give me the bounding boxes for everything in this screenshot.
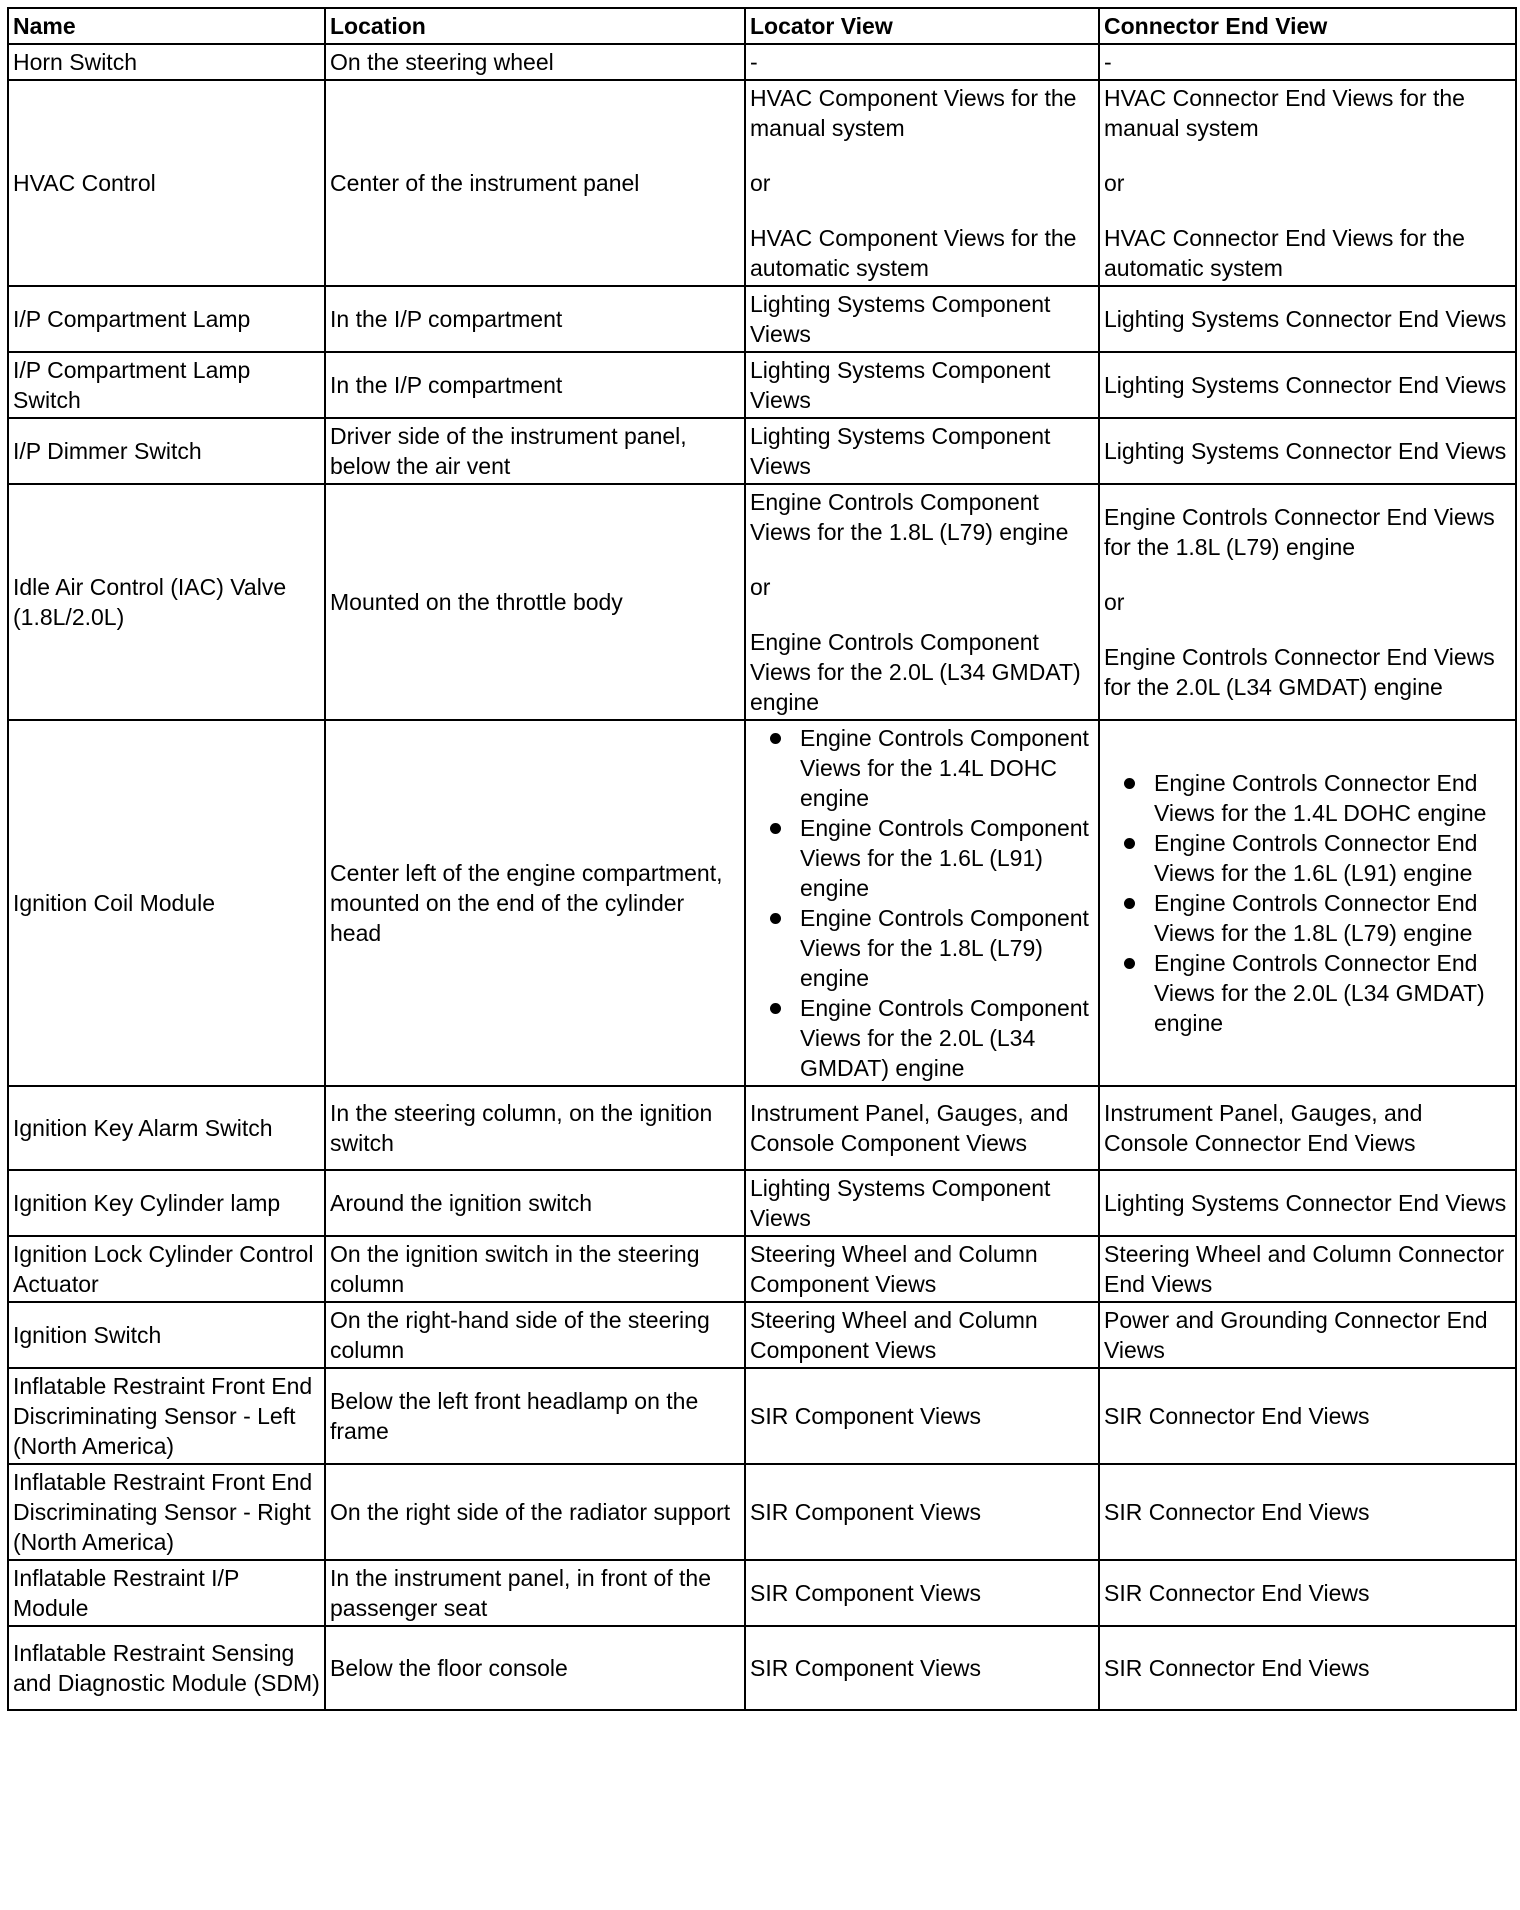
- bullet-text: Engine Controls Component Views for the 2.0L (L34 GMDAT) engine: [800, 995, 1089, 1081]
- cell-connector-end-view: [1099, 1170, 1516, 1236]
- view-reference: Lighting Systems Connector End Views: [1104, 1190, 1507, 1216]
- cell-location: Center left of the engine compartment, mounted on the end of the cylinder head: [325, 720, 745, 1086]
- bullet-icon: [770, 733, 781, 744]
- view-reference: Steering Wheel and Column Component Views: [750, 1307, 1038, 1363]
- view-reference: Engine Controls Connector End Views for the 1.8L (L79) engine: [1104, 504, 1495, 560]
- cell-locator-view: [745, 484, 1099, 720]
- cell-location: Around the ignition switch: [325, 1170, 745, 1236]
- view-reference: Lighting Systems Connector End Views: [1104, 438, 1507, 464]
- view-reference: SIR Component Views: [750, 1403, 981, 1429]
- view-reference: Lighting Systems Component Views: [750, 291, 1051, 347]
- bullet-list: [1104, 768, 1511, 1038]
- view-reference: Steering Wheel and Column Component Views: [750, 1241, 1038, 1297]
- component-locator-table: [7, 7, 1517, 1711]
- cell-connector-end-view: [1099, 1368, 1516, 1464]
- cell-name: I/P Compartment Lamp: [8, 286, 325, 352]
- cell-name: Inflatable Restraint I/P Module: [8, 1560, 325, 1626]
- table-row: [8, 1302, 1516, 1368]
- bullet-list: [750, 723, 1094, 1083]
- cell-locator-view: [745, 720, 1099, 1086]
- cell-location: Below the left front headlamp on the frame: [325, 1368, 745, 1464]
- bullet-item: [1104, 768, 1511, 828]
- bullet-icon: [770, 913, 781, 924]
- bullet-text: Engine Controls Connector End Views for the 1.8L (L79) engine: [1154, 890, 1478, 946]
- cell-name: Horn Switch: [8, 44, 325, 80]
- view-reference: SIR Connector End Views: [1104, 1403, 1370, 1429]
- bullet-text: Engine Controls Connector End Views for the 1.4L DOHC engine: [1154, 770, 1487, 826]
- view-reference: -: [1104, 49, 1112, 75]
- view-reference: Engine Controls Connector End Views for the 2.0L (L34 GMDAT) engine: [1104, 644, 1495, 700]
- cell-name: Ignition Lock Cylinder Control Actuator: [8, 1236, 325, 1302]
- cell-name: Ignition Key Cylinder lamp: [8, 1170, 325, 1236]
- bullet-icon: [1124, 778, 1135, 789]
- cell-location: Below the floor console: [325, 1626, 745, 1710]
- view-reference: Instrument Panel, Gauges, and Console Connector End Views: [1104, 1100, 1423, 1156]
- bullet-text: Engine Controls Connector End Views for the 1.6L (L91) engine: [1154, 830, 1478, 886]
- bullet-icon: [770, 823, 781, 834]
- table-row: [8, 286, 1516, 352]
- view-reference: HVAC Connector End Views for the manual system: [1104, 85, 1465, 141]
- view-reference: HVAC Connector End Views for the automatic system: [1104, 225, 1465, 281]
- table-row: [8, 1086, 1516, 1170]
- cell-connector-end-view: [1099, 286, 1516, 352]
- view-reference: Power and Grounding Connector End Views: [1104, 1307, 1488, 1363]
- cell-connector-end-view: [1099, 80, 1516, 286]
- table-row: [8, 1170, 1516, 1236]
- bullet-item: [1104, 948, 1511, 1038]
- cell-connector-end-view: [1099, 1560, 1516, 1626]
- cell-name: Idle Air Control (IAC) Valve (1.8L/2.0L): [8, 484, 325, 720]
- bullet-text: Engine Controls Connector End Views for the 2.0L (L34 GMDAT) engine: [1154, 950, 1485, 1036]
- table-row: [8, 352, 1516, 418]
- cell-connector-end-view: [1099, 720, 1516, 1086]
- cell-connector-end-view: [1099, 44, 1516, 80]
- cell-name: I/P Dimmer Switch: [8, 418, 325, 484]
- cell-name: Inflatable Restraint Front End Discriminating Sensor - Right (North America): [8, 1464, 325, 1560]
- cell-name: HVAC Control: [8, 80, 325, 286]
- cell-connector-end-view: [1099, 1464, 1516, 1560]
- view-reference: SIR Component Views: [750, 1499, 981, 1525]
- view-reference: SIR Component Views: [750, 1655, 981, 1681]
- cell-location: In the I/P compartment: [325, 352, 745, 418]
- cell-connector-end-view: [1099, 1086, 1516, 1170]
- cell-locator-view: [745, 1464, 1099, 1560]
- bullet-item: [750, 813, 1094, 903]
- view-reference: Lighting Systems Connector End Views: [1104, 306, 1507, 332]
- cell-locator-view: [745, 1170, 1099, 1236]
- cell-name: I/P Compartment Lamp Switch: [8, 352, 325, 418]
- bullet-item: [750, 903, 1094, 993]
- bullet-icon: [1124, 898, 1135, 909]
- cell-location: On the steering wheel: [325, 44, 745, 80]
- header-row: [8, 8, 1516, 44]
- cell-name: Ignition Coil Module: [8, 720, 325, 1086]
- view-reference: or: [1104, 589, 1125, 615]
- bullet-icon: [770, 1003, 781, 1014]
- cell-connector-end-view: [1099, 1236, 1516, 1302]
- bullet-item: [750, 723, 1094, 813]
- bullet-text: Engine Controls Component Views for the 1.8L (L79) engine: [800, 905, 1089, 991]
- view-reference: SIR Connector End Views: [1104, 1580, 1370, 1606]
- bullet-item: [750, 993, 1094, 1083]
- header-connector-end-view: Connector End View: [1099, 8, 1516, 44]
- cell-connector-end-view: [1099, 484, 1516, 720]
- table-row: [8, 1368, 1516, 1464]
- cell-location: On the right side of the radiator support: [325, 1464, 745, 1560]
- header-name: Name: [8, 8, 325, 44]
- view-reference: or: [750, 170, 771, 196]
- cell-location: In the I/P compartment: [325, 286, 745, 352]
- cell-connector-end-view: [1099, 418, 1516, 484]
- view-reference: Engine Controls Component Views for the 2.0L (L34 GMDAT) engine: [750, 629, 1081, 715]
- view-reference: Lighting Systems Component Views: [750, 1175, 1051, 1231]
- cell-connector-end-view: [1099, 1626, 1516, 1710]
- cell-locator-view: [745, 352, 1099, 418]
- view-reference: Lighting Systems Component Views: [750, 423, 1051, 479]
- view-reference: -: [750, 49, 758, 75]
- view-reference: or: [750, 574, 771, 600]
- cell-name: Ignition Key Alarm Switch: [8, 1086, 325, 1170]
- bullet-text: Engine Controls Component Views for the 1.4L DOHC engine: [800, 725, 1089, 811]
- cell-location: In the instrument panel, in front of the passenger seat: [325, 1560, 745, 1626]
- bullet-icon: [1124, 958, 1135, 969]
- cell-locator-view: [745, 80, 1099, 286]
- cell-locator-view: [745, 1560, 1099, 1626]
- cell-connector-end-view: [1099, 352, 1516, 418]
- cell-name: Ignition Switch: [8, 1302, 325, 1368]
- cell-location: Center of the instrument panel: [325, 80, 745, 286]
- view-reference: Lighting Systems Component Views: [750, 357, 1051, 413]
- bullet-text: Engine Controls Component Views for the 1.6L (L91) engine: [800, 815, 1089, 901]
- cell-locator-view: [745, 44, 1099, 80]
- bullet-item: [1104, 828, 1511, 888]
- cell-location: On the right-hand side of the steering column: [325, 1302, 745, 1368]
- cell-name: Inflatable Restraint Front End Discriminating Sensor - Left (North America): [8, 1368, 325, 1464]
- table-row: [8, 418, 1516, 484]
- bullet-item: [1104, 888, 1511, 948]
- table-row: [8, 1626, 1516, 1710]
- cell-connector-end-view: [1099, 1302, 1516, 1368]
- table-row: [8, 80, 1516, 286]
- cell-locator-view: [745, 1236, 1099, 1302]
- cell-locator-view: [745, 1086, 1099, 1170]
- header-location: Location: [325, 8, 745, 44]
- table-row: [8, 1236, 1516, 1302]
- view-reference: SIR Component Views: [750, 1580, 981, 1606]
- view-reference: Lighting Systems Connector End Views: [1104, 372, 1507, 398]
- view-reference: SIR Connector End Views: [1104, 1655, 1370, 1681]
- view-reference: HVAC Component Views for the manual system: [750, 85, 1077, 141]
- cell-location: Mounted on the throttle body: [325, 484, 745, 720]
- view-reference: HVAC Component Views for the automatic system: [750, 225, 1077, 281]
- cell-locator-view: [745, 286, 1099, 352]
- cell-location: Driver side of the instrument panel, below the air vent: [325, 418, 745, 484]
- bullet-icon: [1124, 838, 1135, 849]
- table-row: [8, 44, 1516, 80]
- cell-locator-view: [745, 1302, 1099, 1368]
- table-row: [8, 720, 1516, 1086]
- component-locator-table-container: [7, 7, 1515, 1711]
- cell-location: In the steering column, on the ignition switch: [325, 1086, 745, 1170]
- cell-locator-view: [745, 418, 1099, 484]
- cell-name: Inflatable Restraint Sensing and Diagnostic Module (SDM): [8, 1626, 325, 1710]
- table-row: [8, 1560, 1516, 1626]
- cell-locator-view: [745, 1368, 1099, 1464]
- table-row: [8, 1464, 1516, 1560]
- view-reference: SIR Connector End Views: [1104, 1499, 1370, 1525]
- header-locator-view: Locator View: [745, 8, 1099, 44]
- table-row: [8, 484, 1516, 720]
- cell-location: On the ignition switch in the steering column: [325, 1236, 745, 1302]
- view-reference: Steering Wheel and Column Connector End Views: [1104, 1241, 1505, 1297]
- view-reference: Engine Controls Component Views for the 1.8L (L79) engine: [750, 489, 1069, 545]
- view-reference: or: [1104, 170, 1125, 196]
- view-reference: Instrument Panel, Gauges, and Console Component Views: [750, 1100, 1069, 1156]
- cell-locator-view: [745, 1626, 1099, 1710]
